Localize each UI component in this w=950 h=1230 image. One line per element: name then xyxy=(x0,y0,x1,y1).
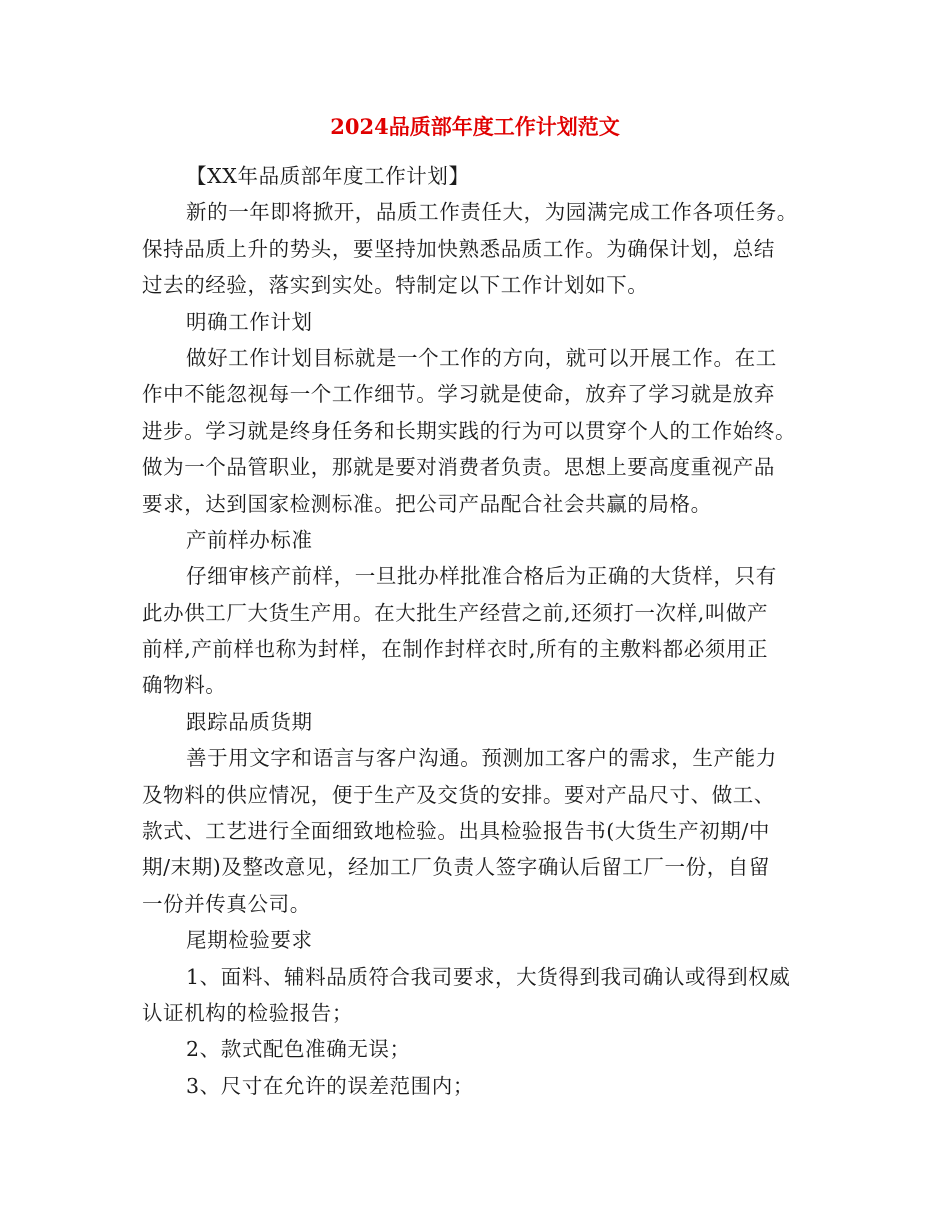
document-line: 作中不能忽视每一个工作细节。学习就是使命，放弃了学习就是放弃 xyxy=(142,382,775,407)
document-line: 尾期检验要求 xyxy=(186,928,313,953)
document-line: 前样,产前样也称为封样，在制作封样衣时,所有的主敷料都必须用正 xyxy=(142,637,769,662)
document-line: 2、款式配色准确无误； xyxy=(186,1037,411,1062)
document-line: 确物料。 xyxy=(142,673,227,698)
document-line: 善于用文字和语言与客户沟通。预测加工客户的需求，生产能力 xyxy=(186,746,777,771)
document-line: 跟踪品质货期 xyxy=(186,709,313,734)
document-line: 新的一年即将掀开，品质工作责任大，为园满完成工作各项任务。 xyxy=(186,200,798,225)
document-line: 1、面料、辅料品质符合我司要求，大货得到我司确认或得到权威 xyxy=(186,964,791,989)
document-line: 认证机构的检验报告； xyxy=(142,1000,353,1025)
document-line: 及物料的供应情况，便于生产及交货的安排。要对产品尺寸、做工、 xyxy=(142,782,775,807)
document-line: 明确工作计划 xyxy=(186,309,313,334)
document-line: 做为一个品管职业，那就是要对消费者负责。思想上要高度重视产品 xyxy=(142,455,775,480)
document-line: 此办供工厂大货生产用。在大批生产经营之前,还须打一次样,叫做产 xyxy=(142,600,769,625)
document-line: 期/末期)及整改意见，经加工厂负责人签字确认后留工厂一份，自留 xyxy=(142,855,771,880)
document-line: 仔细审核产前样，一旦批办样批准合格后为正确的大货样，只有 xyxy=(186,564,777,589)
document-line: 一份并传真公司。 xyxy=(142,891,311,916)
document-line: 要求，达到国家检测标准。把公司产品配合社会共赢的局格。 xyxy=(142,491,712,516)
document-line: 过去的经验，落实到实处。特制定以下工作计划如下。 xyxy=(142,273,649,298)
document-line: 【XX年品质部年度工作计划】 xyxy=(186,164,470,188)
document-line: 做好工作计划目标就是一个工作的方向，就可以开展工作。在工 xyxy=(186,345,777,370)
document-line: 进步。学习就是终身任务和长期实践的行为可以贯穿个人的工作始终。 xyxy=(142,418,797,443)
document-title: 2024品质部年度工作计划范文 xyxy=(330,114,620,139)
document-line: 3、尺寸在允许的误差范围内； xyxy=(186,1073,474,1098)
document-line: 保持品质上升的势头，要坚持加快熟悉品质工作。为确保计划，总结 xyxy=(142,236,775,261)
document-body xyxy=(142,158,812,1104)
document-line: 产前样办标准 xyxy=(186,527,313,552)
document-line: 款式、工艺进行全面细致地检验。出具检验报告书(大货生产初期/中 xyxy=(142,819,771,844)
